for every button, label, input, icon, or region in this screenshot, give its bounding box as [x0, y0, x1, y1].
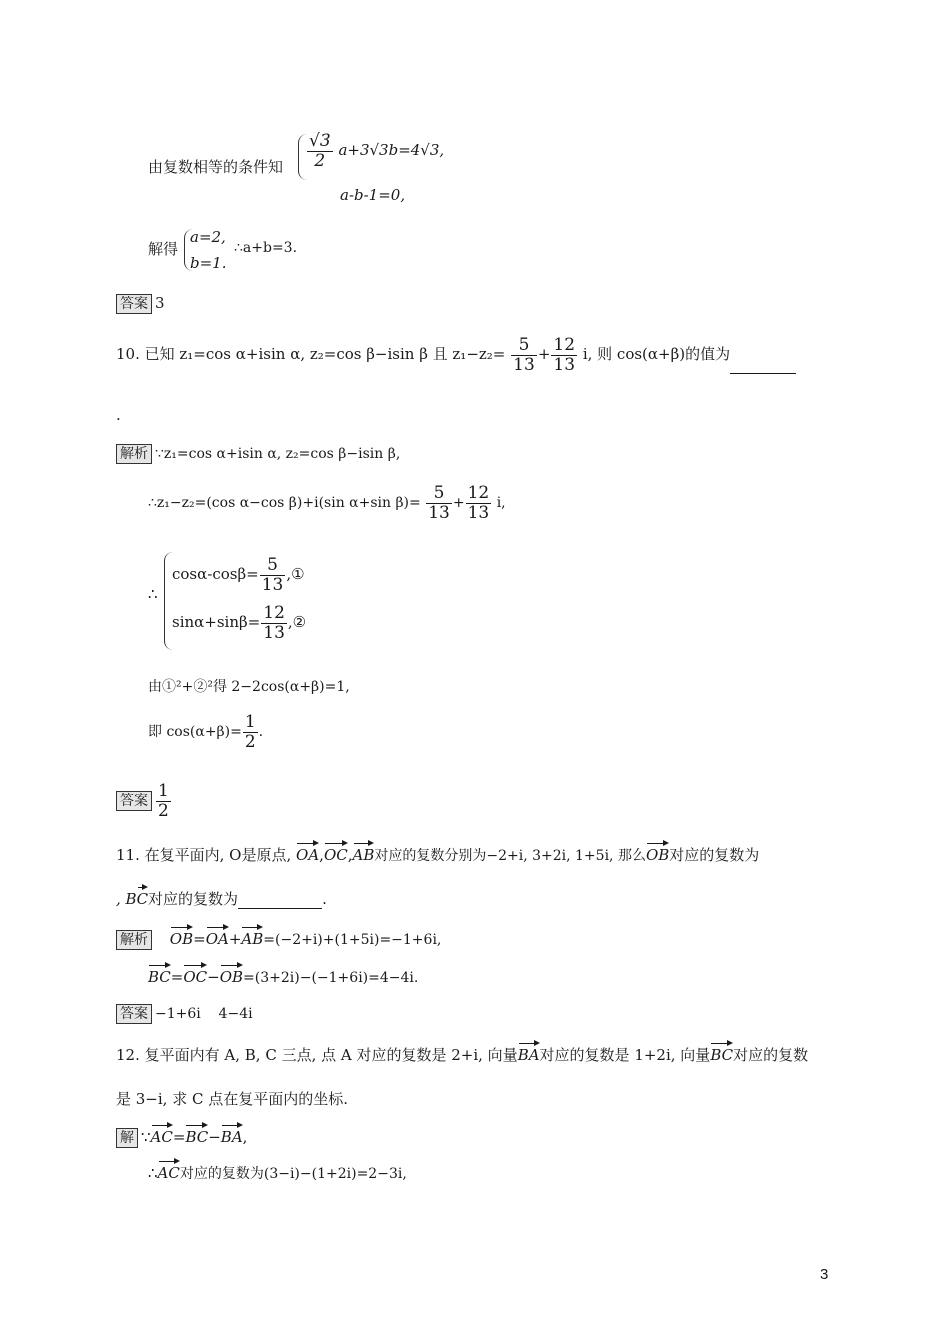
analysis-tag: 解析 — [116, 444, 152, 464]
q9-condition-intro: 由复数相等的条件知 — [148, 158, 284, 176]
q11-analysis-line-2: BC=OC−OB=(3+2i)−(−1+6i)=4−4i. — [148, 962, 418, 986]
q9-equation-1: $\frac{√3}{2}$ a+3√3b=4√3, — [309, 131, 445, 171]
vector-bc: BC — [710, 1040, 733, 1064]
q9-solve-label: 解得 — [148, 240, 179, 258]
answer-tag: 答案 — [116, 791, 152, 811]
q11-answer: 答案 −1+6i 4−4i — [116, 1004, 253, 1024]
q10-statement: 10. 已知 z₁=cos α+isin α, z₂=cos β−isin β 且 z₁−z₂= $\frac{5}{13}$ + $\frac{12}{13}$ i, 则 cos(α+β)的值为 — [116, 336, 796, 374]
vector-oc: OC — [324, 840, 348, 864]
q11-statement-line-2: , BC对应的复数为 . — [116, 884, 327, 909]
answer-blank — [238, 908, 322, 909]
analysis-tag: 解析 — [116, 930, 152, 950]
q9-sol-sum: ∴a+b=3. — [234, 240, 298, 256]
q10-answer: 答案 $\frac{1}{2}$ — [116, 782, 172, 820]
q11-analysis-line-1: 解析 OB=OA+AB=(−2+i)+(1+5i)=−1+6i, — [116, 924, 441, 950]
q9-sol-a: a=2, — [190, 228, 226, 246]
q12-statement: 12. 复平面内有 A, B, C 三点, 点 A 对应的复数是 2+i, 向量BA对应的复数是 1+2i, 向量BC对应的复数 — [116, 1040, 808, 1065]
q11-statement: 11. 在复平面内, O是原点, OA,OC,AB对应的复数分别为−2+i, 3+2i, 1+5i, 那么OB对应的复数为 — [116, 840, 759, 865]
q9-sol-b: b=1. — [190, 254, 227, 272]
solution-tag: 解 — [116, 1128, 138, 1148]
q12-solution-line-1: 解 ∵AC=BC−BA, — [116, 1122, 247, 1148]
q10-analysis-line-2: ∴z₁−z₂=(cos α−cos β)+i(sin α+sin β)= $\frac{5}{13}$ + $\frac{12}{13}$ i, — [148, 483, 506, 523]
therefore-symbol: ∴ — [148, 585, 158, 603]
q10-analysis-line-4: 即 cos(α+β)= $\frac{1}{2}$ . — [148, 712, 264, 752]
q9-answer: 答案 3 — [116, 294, 165, 314]
page-number: 3 — [820, 1266, 829, 1283]
q12-statement-line-2: 是 3−i, 求 C 点在复平面内的坐标. — [116, 1090, 348, 1108]
q9-equation-2: a-b-1=0, — [340, 186, 406, 204]
q12-solution-line-2: ∴AC对应的复数为(3−i)−(1+2i)=2−3i, — [148, 1158, 407, 1183]
vector-oa: OA — [296, 840, 319, 864]
vector-c: C — [137, 884, 148, 908]
answer-tag: 答案 — [116, 294, 152, 314]
q10-system-eq-2: sinα+sinβ= $\frac{12}{13}$ ,② — [172, 603, 307, 643]
q10-analysis-line-3: 由①²+②²得 2−2cos(α+β)=1, — [148, 679, 350, 695]
q10-analysis-line-1: 解析 ∵z₁=cos α+isin α, z₂=cos β−isin β, — [116, 444, 400, 464]
q10-system-eq-1: cosα-cosβ= $\frac{5}{13}$ ,① — [172, 555, 305, 595]
q10-trailing-dot: . — [116, 406, 121, 424]
vector-ob: OB — [646, 840, 669, 864]
vector-ab: AB — [353, 840, 375, 864]
answer-tag: 答案 — [116, 1004, 152, 1024]
answer-blank — [730, 373, 796, 374]
vector-ba: BA — [518, 1040, 540, 1064]
